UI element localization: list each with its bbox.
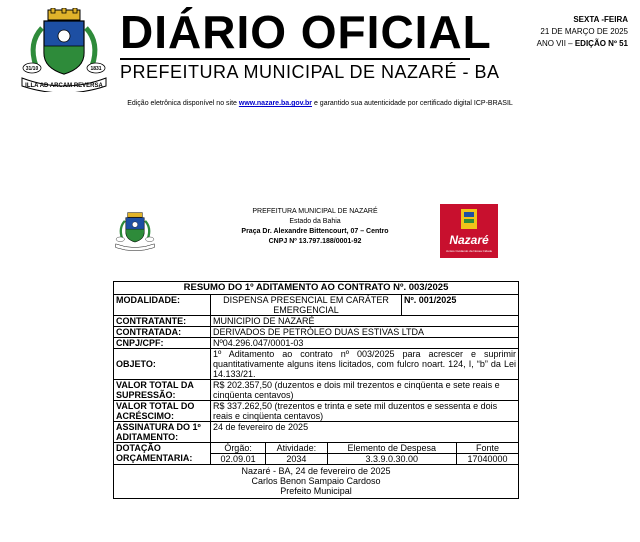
edition-number-line [537, 38, 628, 50]
letterhead-state: Estado da Bahia [289, 218, 341, 225]
edition-year: ANO VII – [536, 39, 575, 48]
edition-day: SEXTA -FEIRA [573, 15, 628, 24]
letterhead [200, 207, 430, 247]
dotacao-header-elemento: Elemento de Despesa [327, 443, 456, 454]
contract-table [113, 294, 519, 465]
edition-info [537, 14, 628, 50]
modalidade-label: MODALIDADE: [114, 295, 211, 316]
contratante-value: MUNICIPIO DE NAZARÉ [211, 316, 519, 327]
city-logo-word: Nazaré [449, 233, 489, 247]
dotacao-orgao: 02.09.01 [211, 454, 266, 465]
contratante-label: CONTRATANTE: [114, 316, 211, 327]
contract-summary [113, 281, 519, 499]
assinatura-label: ASSINATURA DO 1º ADITAMENTO: [114, 422, 211, 443]
row-objeto [114, 349, 519, 380]
letterhead-org: PREFEITURA MUNICIPAL DE NAZARÉ [252, 208, 378, 215]
dotacao-cell [211, 443, 519, 465]
row-supressao [114, 380, 519, 401]
row-contratante [114, 316, 519, 327]
edition-date: 21 DE MARÇO DE 2025 [540, 27, 628, 36]
letterhead-address: Praça Dr. Alexandre Bittencourt, 07 – Centro [241, 228, 389, 235]
modalidade-value: DISPENSA PRESENCIAL EM CARÁTER EMERGENCIAL [211, 295, 402, 316]
dotacao-fonte: 17040000 [456, 454, 518, 465]
contract-caption: RESUMO DO 1º ADITAMENTO AO CONTRATO Nº. 003/2025 [113, 281, 519, 294]
contratada-value: DERIVADOS DE PETRÓLEO DUAS ESTIVAS LTDA [211, 327, 519, 338]
dotacao-elemento: 3.3.9.0.30.00 [327, 454, 456, 465]
dotacao-table [211, 443, 518, 464]
notice-text-before: Edição eletrônica disponível no site [127, 100, 239, 107]
signature-place-date: Nazaré - BA, 24 de fevereiro de 2025 [241, 466, 391, 476]
row-modalidade [114, 295, 519, 316]
digital-edition-notice [0, 100, 640, 107]
objeto-label: OBJETO: [114, 349, 211, 380]
dotacao-header-orgao: Órgão: [211, 443, 266, 454]
supressao-label: VALOR TOTAL DA SUPRESSÃO: [114, 380, 211, 401]
notice-text-after: e garantido sua autenticidade por certificado digital ICP-BRASIL [312, 100, 513, 107]
cnpj-value: Nº04.296.047/0001-03 [211, 338, 519, 349]
crest-right-text: 1831 [90, 66, 102, 72]
dotacao-header-fonte: Fonte [456, 443, 518, 454]
city-logo-tagline: Juntos Cuidando da Nossa Cidade [445, 249, 493, 253]
dotacao-header-atividade: Atividade: [266, 443, 328, 454]
dotacao-atividade: 2034 [266, 454, 328, 465]
assinatura-value: 24 de fevereiro de 2025 [211, 422, 519, 443]
cnpj-label: CNPJ/CPF: [114, 338, 211, 349]
edition-number: EDIÇÃO Nº 51 [574, 39, 628, 48]
signature-name: Carlos Benon Sampaio Cardoso [251, 476, 381, 486]
row-dotacao [114, 443, 519, 465]
letterhead-crest-logo [112, 202, 158, 260]
signature-role: Prefeito Municipal [280, 486, 352, 496]
acrescimo-value: R$ 337.262,50 (trezentos e trinta e sete mil duzentos e sessenta e dois reais e cinqüenta centavos) [211, 401, 519, 422]
row-acrescimo [114, 401, 519, 422]
row-assinatura [114, 422, 519, 443]
newspaper-subtitle: PREFEITURA MUNICIPAL DE NAZARÉ - BA [120, 62, 500, 82]
crest-ribbon-text: ILLA AD ARCAM REVERSA [25, 83, 103, 89]
objeto-value: 1º Aditamento ao contrato nº 003/2025 para acrescer e suprimir quantitativamente alguns itens licitados, com fulcro noart. 124, I, “b” da Lei 14.133/21. [211, 349, 519, 380]
acrescimo-label: VALOR TOTAL DO ACRÉSCIMO: [114, 401, 211, 422]
letterhead-cnpj: CNPJ Nº 13.797.188/0001-92 [268, 238, 362, 245]
municipal-crest-logo [14, 8, 114, 92]
contract-number: Nº. 001/2025 [402, 295, 519, 316]
dotacao-header-row [211, 443, 518, 454]
newspaper-title: DIÁRIO OFICIAL [120, 6, 492, 58]
city-logo-emblem [440, 204, 498, 234]
crest-left-text: 31/10 [25, 66, 39, 72]
row-cnpj [114, 338, 519, 349]
contratada-label: CONTRATADA: [114, 327, 211, 338]
dotacao-value-row [211, 454, 518, 465]
city-brand-logo [440, 204, 498, 258]
signature-block [113, 465, 519, 499]
supressao-value: R$ 202.357,50 (duzentos e dois mil trezentos e cinqüenta e sete reais e cinqüenta centavos) [211, 380, 519, 401]
row-contratada [114, 327, 519, 338]
dotacao-label: DOTAÇÃO ORÇAMENTARIA: [114, 443, 211, 465]
site-link[interactable]: www.nazare.ba.gov.br [238, 100, 313, 107]
title-divider [120, 58, 470, 60]
